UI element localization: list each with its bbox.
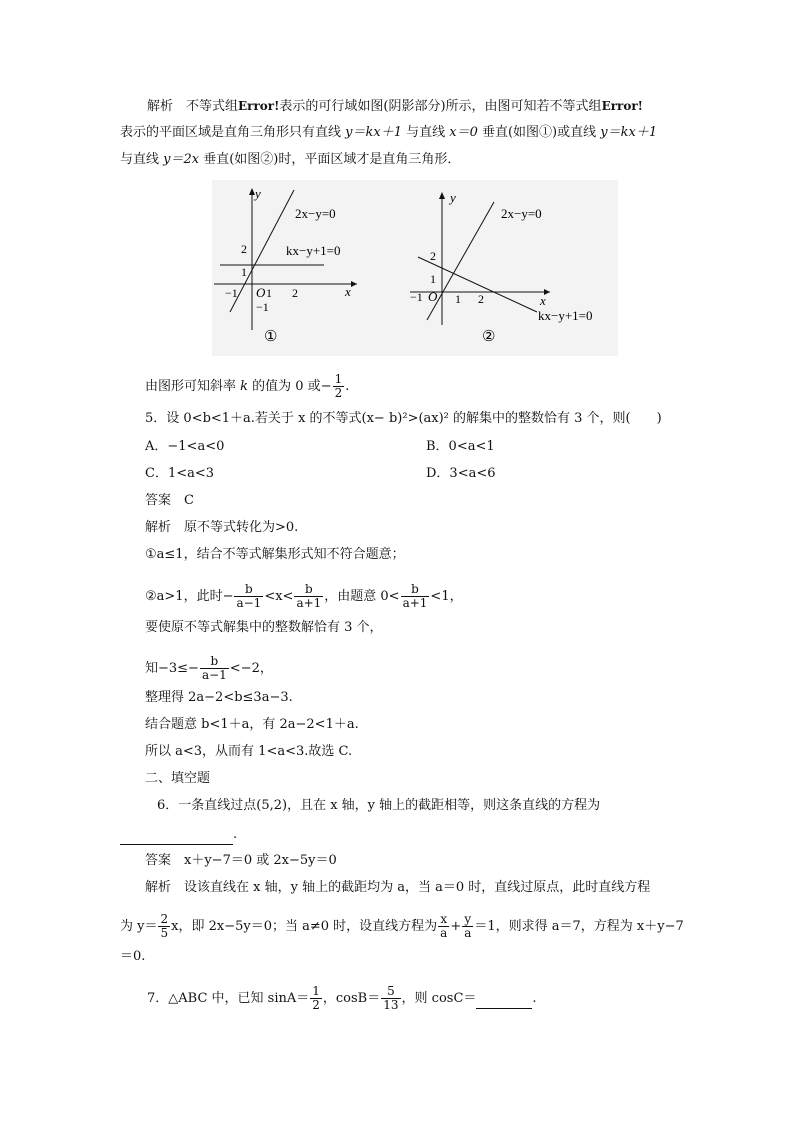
text: ，则 cosC＝ — [401, 991, 477, 1006]
denominator: a — [464, 926, 472, 940]
tick-label: 1 — [266, 286, 272, 300]
option-a: A．−1<a<0 — [145, 439, 225, 454]
text: . — [345, 379, 350, 394]
error-marker: Error! — [238, 99, 280, 113]
fraction — [294, 583, 323, 610]
numerator: b — [200, 655, 229, 669]
text: . — [233, 827, 238, 842]
fraction — [333, 373, 345, 400]
x-axis-label: x — [540, 293, 546, 308]
numerator: x — [438, 913, 449, 927]
origin-label: O — [428, 289, 438, 304]
solution-6-line-2 — [120, 913, 684, 940]
text: 表示的可行域如图(阴影部分)所示，由图可知若不等式组 — [279, 99, 602, 114]
solution-5-line-8: 所以 a<3，从而有 1<a<3.故选 C. — [145, 744, 353, 759]
numerator: b — [401, 583, 430, 597]
equation: y＝kx＋1 — [345, 125, 402, 140]
question-6-stem: 6．一条直线过点(5,2)，且在 x 轴，y 轴上的截距相等，则这条直线的方程为 — [157, 798, 601, 813]
text: ＝1，则求得 a＝7，方程为 x＋y−7 — [474, 919, 684, 934]
figure-panel — [212, 180, 618, 356]
answer-blank[interactable] — [476, 990, 532, 1009]
text: 垂直(如图②)时，平面区域才是直角三角形． — [199, 152, 461, 167]
tick-label: 1 — [241, 265, 247, 279]
fraction — [401, 583, 430, 610]
denominator: 13 — [383, 998, 399, 1012]
tick-label: −1 — [410, 290, 423, 304]
fraction — [158, 913, 170, 940]
fraction — [234, 583, 263, 610]
text: 知−3≤− — [145, 661, 199, 676]
numerator: 1 — [334, 372, 343, 386]
origin-label: O — [256, 285, 266, 300]
solution-line-3 — [120, 151, 460, 169]
tick-label: 2 — [478, 292, 484, 306]
tick-label: 2 — [292, 286, 298, 300]
text: 为 y＝ — [120, 919, 158, 934]
text: 的值为 0 或− — [248, 379, 332, 394]
tick-label: 1 — [455, 292, 461, 306]
denominator: 5 — [160, 926, 169, 940]
tick-label: −1 — [256, 300, 269, 314]
numerator: 1 — [312, 984, 320, 998]
text: 与直线 — [401, 125, 450, 140]
equation: y＝2x — [163, 152, 200, 167]
conclusion-line — [145, 373, 349, 400]
text: 垂直(如图①)或直线 — [477, 125, 601, 140]
solution-6-line-3: ＝0. — [120, 949, 146, 964]
denominator: a — [440, 926, 448, 940]
solution-line-1 — [147, 97, 643, 116]
text: 解析 不等式组 — [147, 99, 239, 114]
numerator: b — [294, 583, 323, 597]
fraction — [462, 913, 473, 940]
error-marker: Error! — [601, 99, 643, 113]
figure-caption: ② — [482, 329, 496, 345]
text: . — [532, 991, 537, 1006]
text: ②a>1，此时− — [145, 589, 234, 604]
option-b: B．0<a<1 — [426, 439, 495, 454]
denominator: 2 — [312, 998, 320, 1012]
line-label: kx−y+1=0 — [286, 243, 341, 258]
text: <1， — [430, 589, 463, 604]
line-label: kx−y+1=0 — [538, 308, 593, 323]
fraction — [200, 655, 229, 682]
text: 由图形可知斜率 — [145, 379, 241, 394]
tick-label: 1 — [430, 272, 436, 286]
solution-5-line-6: 整理得 2a−2<b≤3a−3. — [145, 690, 293, 705]
numerator: y — [462, 913, 473, 927]
solution-line-2 — [120, 124, 657, 142]
numerator: 5 — [381, 985, 400, 999]
answer-6: 答案 x＋y−7＝0 或 2x−5y＝0 — [145, 853, 337, 868]
fraction — [381, 985, 400, 1012]
denominator: a−1 — [201, 668, 227, 682]
line-label: 2x−y=0 — [295, 206, 336, 221]
text: <−2， — [229, 661, 273, 676]
line-label: 2x−y=0 — [501, 206, 542, 221]
solution-5-line-2: ①a≤1，结合不等式解集形式知不符合题意； — [145, 547, 405, 562]
denominator: a+1 — [296, 596, 322, 610]
solution-5-line-1: 解析 原不等式转化为>0. — [145, 520, 299, 535]
variable: k — [240, 379, 249, 394]
tick-label: 2 — [241, 242, 247, 256]
text: 7．△ABC 中，已知 sinA＝ — [147, 991, 310, 1006]
text: x，即 2x−5y＝0；当 a≠0 时，设直线方程为 — [171, 919, 438, 934]
denominator: a+1 — [402, 596, 428, 610]
text: + — [450, 919, 462, 934]
solution-5-line-4: 要使原不等式解集中的整数解恰有 3 个， — [145, 620, 383, 635]
denominator: a−1 — [236, 596, 262, 610]
text: ，cosB＝ — [322, 991, 381, 1006]
text: 与直线 — [120, 152, 164, 167]
option-c: C．1<a<3 — [145, 466, 215, 481]
x-axis-label: x — [345, 284, 351, 299]
question-7-stem — [147, 985, 537, 1012]
solution-5-line-7: 结合题意 b<1＋a，有 2a−2<1＋a. — [145, 717, 359, 732]
tick-label: 2 — [430, 249, 436, 263]
question-6-blank-line — [120, 826, 237, 845]
numerator: 2 — [160, 912, 169, 926]
fraction — [310, 985, 322, 1012]
numerator: b — [234, 583, 263, 597]
solution-5-line-3 — [145, 583, 463, 610]
answer-5: 答案 C — [145, 493, 194, 508]
y-axis-label: y — [255, 186, 261, 201]
figure-caption: ① — [264, 329, 278, 345]
tick-label: −1 — [225, 286, 238, 300]
fraction — [438, 913, 449, 940]
section-heading: 二、填空题 — [145, 771, 211, 786]
y-axis-label: y — [450, 190, 456, 205]
option-d: D．3<a<6 — [426, 466, 496, 481]
text: ，由题意 0< — [324, 589, 400, 604]
equation: y＝kx＋1 — [600, 125, 658, 140]
answer-blank[interactable] — [120, 826, 233, 845]
text: 表示的平面区域是直角三角形只有直线 — [120, 125, 346, 140]
question-5-stem: 5．设 0<b<1＋a.若关于 x 的不等式(x− b)²>(ax)² 的解集中的整数恰有 3 个，则( ) — [145, 411, 662, 426]
solution-5-line-5 — [145, 655, 273, 682]
equation: x＝0 — [449, 125, 478, 140]
denominator: 2 — [334, 386, 343, 400]
solution-6-line-1: 解析 设该直线在 x 轴，y 轴上的截距均为 a，当 a＝0 时，直线过原点，此时直线方程 — [145, 880, 651, 895]
text: <x< — [264, 589, 294, 604]
